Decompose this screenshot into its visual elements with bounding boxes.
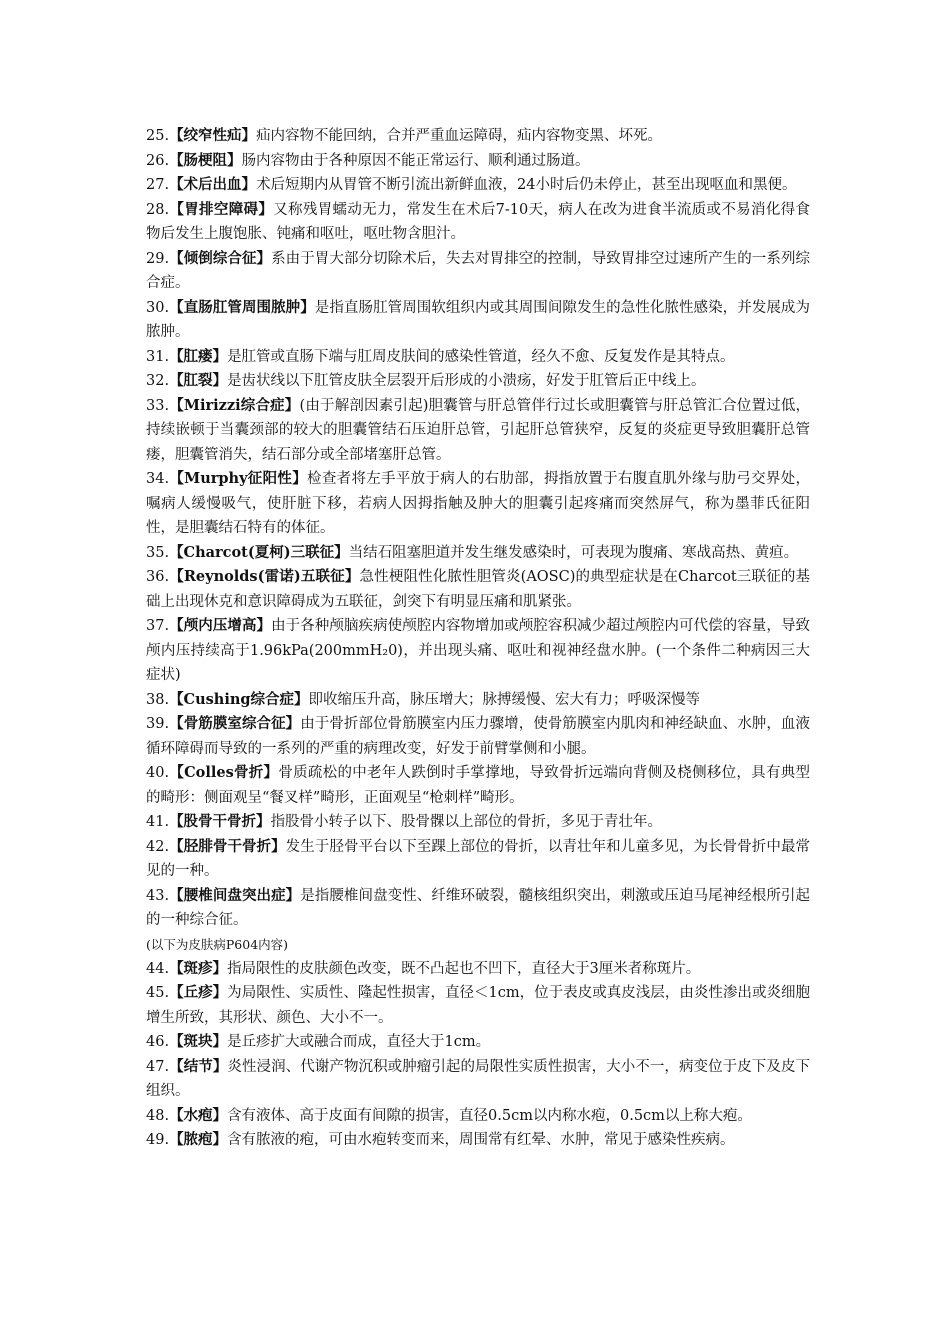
- glossary-entry: [146, 688, 810, 713]
- entry-definition: 为局限性、实质性、隆起性损害，直径＜1cm，位于表皮或真皮浅层，由炎性渗出或炎细胞增生所致，其形状、颜色、大小不一。: [146, 985, 811, 1026]
- entry-definition: 即收缩压升高，脉压增大；脉搏缓慢、宏大有力；呼吸深慢等: [308, 691, 701, 708]
- entry-definition: 术后短期内从胃管不断引流出新鲜血液，24小时后仍未停止，甚至出现呕血和黑便。: [256, 177, 797, 193]
- glossary-entry: [146, 884, 810, 933]
- entry-number: 29.: [146, 250, 170, 267]
- entry-number: 26.: [146, 152, 170, 169]
- entry-number: 41.: [146, 814, 170, 830]
- glossary-entry: [146, 761, 810, 810]
- entry-term: 【直肠肛管周围脓肿】: [169, 298, 315, 316]
- entry-term: 【斑疹】: [169, 959, 228, 977]
- entry-definition: 是指直肠肛管周围软组织内或其周围间隙发生的急性化脓性感染，并发展成为脓肿。: [146, 299, 810, 340]
- entry-number: 25.: [146, 128, 170, 144]
- glossary-entry: [146, 394, 810, 468]
- entry-term: 【脓疱】: [169, 1131, 228, 1148]
- glossary-entry: [146, 198, 810, 247]
- entry-term: 【腰椎间盘突出症】: [169, 886, 301, 904]
- entry-number: 37.: [146, 618, 170, 634]
- entry-term: 【Colles骨折】: [169, 764, 279, 781]
- entry-number: 45.: [146, 985, 170, 1001]
- entry-number: 46.: [146, 1034, 170, 1050]
- glossary-entry: [146, 296, 810, 345]
- entry-term: 【倾倒综合征】: [169, 249, 272, 267]
- entry-definition: 发生于胫骨平台以下至踝上部位的骨折，以青壮年和儿童多见，为长骨骨折中最常见的一种。: [146, 838, 811, 879]
- entry-term: 【骨筋膜室综合征】: [169, 715, 301, 732]
- entry-number: 49.: [146, 1132, 170, 1148]
- entry-term: 【丘疹】: [169, 984, 228, 1001]
- entry-term: 【Mirizzi综合症】: [169, 396, 300, 414]
- glossary-entry: [146, 149, 810, 174]
- entry-definition: 当结石阻塞胆道并发生继发感染时，可表现为腹痛、寒战高热、黄疸。: [348, 544, 799, 561]
- entry-number: 38.: [146, 691, 170, 708]
- entry-definition: 是齿状线以下肛管皮肤全层裂开后形成的小溃疡，好发于肛管后正中线上。: [227, 373, 706, 389]
- entry-term: 【Reynolds(雷诺)五联征】: [169, 568, 360, 585]
- section-note: (以下为皮肤病P604内容): [146, 936, 289, 952]
- entry-definition: 又称残胃蠕动无力，常发生在术后7-10天，病人在改为进食半流质或不易消化得食物后发生上腹饱胀、钝痛和呕吐，呕吐物含胆汁。: [146, 201, 810, 242]
- entry-term: 【肛瘘】: [169, 347, 228, 365]
- glossary-entry: [146, 712, 810, 761]
- glossary-entry: [146, 369, 810, 394]
- glossary-entry: [146, 345, 810, 370]
- entry-definition: 含有脓液的疱，可由水疱转变而来，周围常有红晕、水肿，常见于感染性疾病。: [227, 1132, 735, 1148]
- entry-number: 39.: [146, 716, 170, 732]
- glossary-entry: [146, 124, 810, 149]
- entry-term: 【肠梗阻】: [169, 151, 242, 169]
- entry-definition: 肠内容物由于各种原因不能正常运行、顺利通过肠道。: [241, 152, 590, 169]
- entry-term: 【股骨干骨折】: [169, 813, 271, 830]
- glossary-entry: [146, 467, 810, 541]
- entry-number: 40.: [146, 765, 170, 781]
- glossary-entry: [146, 957, 810, 982]
- entry-number: 36.: [146, 569, 170, 585]
- glossary-entry: [146, 541, 810, 566]
- glossary-entry: [146, 1055, 810, 1104]
- entry-definition: 炎性浸润、代谢产物沉积或肿瘤引起的局限性实质性损害，大小不一，病变位于皮下及皮下组织。: [146, 1058, 811, 1099]
- entry-definition: 系由于胃大部分切除术后，失去对胃排空的控制，导致胃排空过速所产生的一系列综合症。: [146, 250, 811, 291]
- entry-term: 【肛裂】: [169, 372, 228, 389]
- entry-term: 【斑块】: [169, 1033, 228, 1050]
- entry-number: 28.: [146, 201, 170, 218]
- glossary-entry: [146, 1104, 810, 1129]
- entry-term: 【结节】: [169, 1057, 228, 1075]
- glossary-entry: [146, 614, 810, 688]
- glossary-entry: [146, 835, 810, 884]
- entry-term: 【水疱】: [169, 1106, 228, 1124]
- glossary-entry: [146, 1030, 810, 1055]
- glossary-entry: [146, 810, 810, 835]
- entry-number: 48.: [146, 1107, 170, 1124]
- glossary-entry: [146, 1128, 810, 1153]
- entry-definition: 指局限性的皮肤颜色改变，既不凸起也不凹下，直径大于3厘米者称斑片。: [227, 960, 701, 977]
- entry-definition: 由于各种颅脑疾病使颅腔内容物增加或颅腔容积减少超过颅腔内可代偿的容量，导致颅内压持续高于1.96kPa(200mmH₂0)，并出现头痛、呕吐和视神经盘水肿。(一个条件二种病因三大症状): [146, 618, 811, 683]
- entry-definition: 是指腰椎间盘变性、纤维环破裂，髓核组织突出，刺激或压迫马尾神经根所引起的一种综合征。: [146, 887, 811, 928]
- entry-definition: 骨质疏松的中老年人跌倒时手掌撑地，导致骨折远端向背侧及桡侧移位，具有典型的畸形：侧面观呈“餐叉样”畸形，正面观呈“枪刺样”畸形。: [146, 765, 810, 806]
- entry-term: 【颅内压增高】: [169, 617, 272, 634]
- entry-number: 31.: [146, 348, 170, 365]
- entry-term: 【Murphy征阳性】: [169, 470, 308, 487]
- entry-term: 【术后出血】: [169, 176, 257, 193]
- entry-term: 【Charcot(夏柯)三联征】: [169, 543, 349, 561]
- entry-number: 35.: [146, 544, 170, 561]
- entry-term: 【胃排空障碍】: [169, 200, 274, 218]
- entry-definition: 是丘疹扩大或融合而成，直径大于1cm。: [227, 1034, 491, 1050]
- entry-number: 42.: [146, 838, 170, 855]
- entry-definition: (由于解剖因素引起)胆囊管与肝总管伴行过长或胆囊管与肝总管汇合位置过低，持续嵌顿于当囊颈部的较大的胆囊管结石压迫肝总管，引起肝总管狭窄，反复的炎症更导致胆囊肝总管瘘，胆囊管消失，结石部分或全部堵塞肝总管。: [146, 397, 811, 463]
- glossary-entry: [146, 565, 810, 614]
- entry-term: 【Cushing综合症】: [169, 690, 309, 708]
- entry-number: 44.: [146, 960, 170, 977]
- entry-number: 32.: [146, 373, 170, 389]
- entry-number: 43.: [146, 887, 170, 904]
- entry-definition: 是肛管或直肠下端与肛周皮肤间的感染性管道，经久不愈、反复发作是其特点。: [227, 348, 735, 365]
- glossary-entry: [146, 173, 810, 198]
- glossary-list-skin: [146, 957, 810, 1153]
- entry-definition: 疝内容物不能回纳，合并严重血运障碍，疝内容物变黑、坏死。: [256, 128, 663, 144]
- entry-number: 27.: [146, 177, 170, 193]
- entry-definition: 指股骨小转子以下、股骨髁以上部位的骨折，多见于青壮年。: [270, 814, 663, 830]
- entry-number: 33.: [146, 397, 170, 414]
- glossary-entry: [146, 981, 810, 1030]
- entry-definition: 急性梗阻性化脓性胆管炎(AOSC)的典型症状是在Charcot三联征的基础上出现休克和意识障碍成为五联征，剑突下有明显压痛和肌紧张。: [146, 569, 810, 610]
- entry-definition: 由于骨折部位骨筋膜室内压力骤增，使骨筋膜室内肌肉和神经缺血、水肿，血液循环障碍而导致的一系列的严重的病理改变，好发于前臂掌侧和小腿。: [146, 716, 811, 757]
- glossary-list: [146, 124, 810, 933]
- entry-number: 34.: [146, 471, 170, 487]
- glossary-entry: [146, 247, 810, 296]
- entry-number: 47.: [146, 1058, 170, 1075]
- entry-definition: 含有液体、高于皮面有间隙的损害，直径0.5cm以内称水疱，0.5cm以上称大疱。: [227, 1107, 752, 1124]
- entry-term: 【胫腓骨干骨折】: [169, 837, 286, 855]
- entry-term: 【绞窄性疝】: [169, 127, 257, 144]
- entry-definition: 检查者将左手平放于病人的右肋部，拇指放置于右腹直肌外缘与肋弓交界处，嘱病人缓慢吸气，使肝脏下移，若病人因拇指触及肿大的胆囊引起疼痛而突然屏气，称为墨菲氏征阳性，是胆囊结石特有的体征。: [146, 471, 811, 536]
- entry-number: 30.: [146, 299, 170, 316]
